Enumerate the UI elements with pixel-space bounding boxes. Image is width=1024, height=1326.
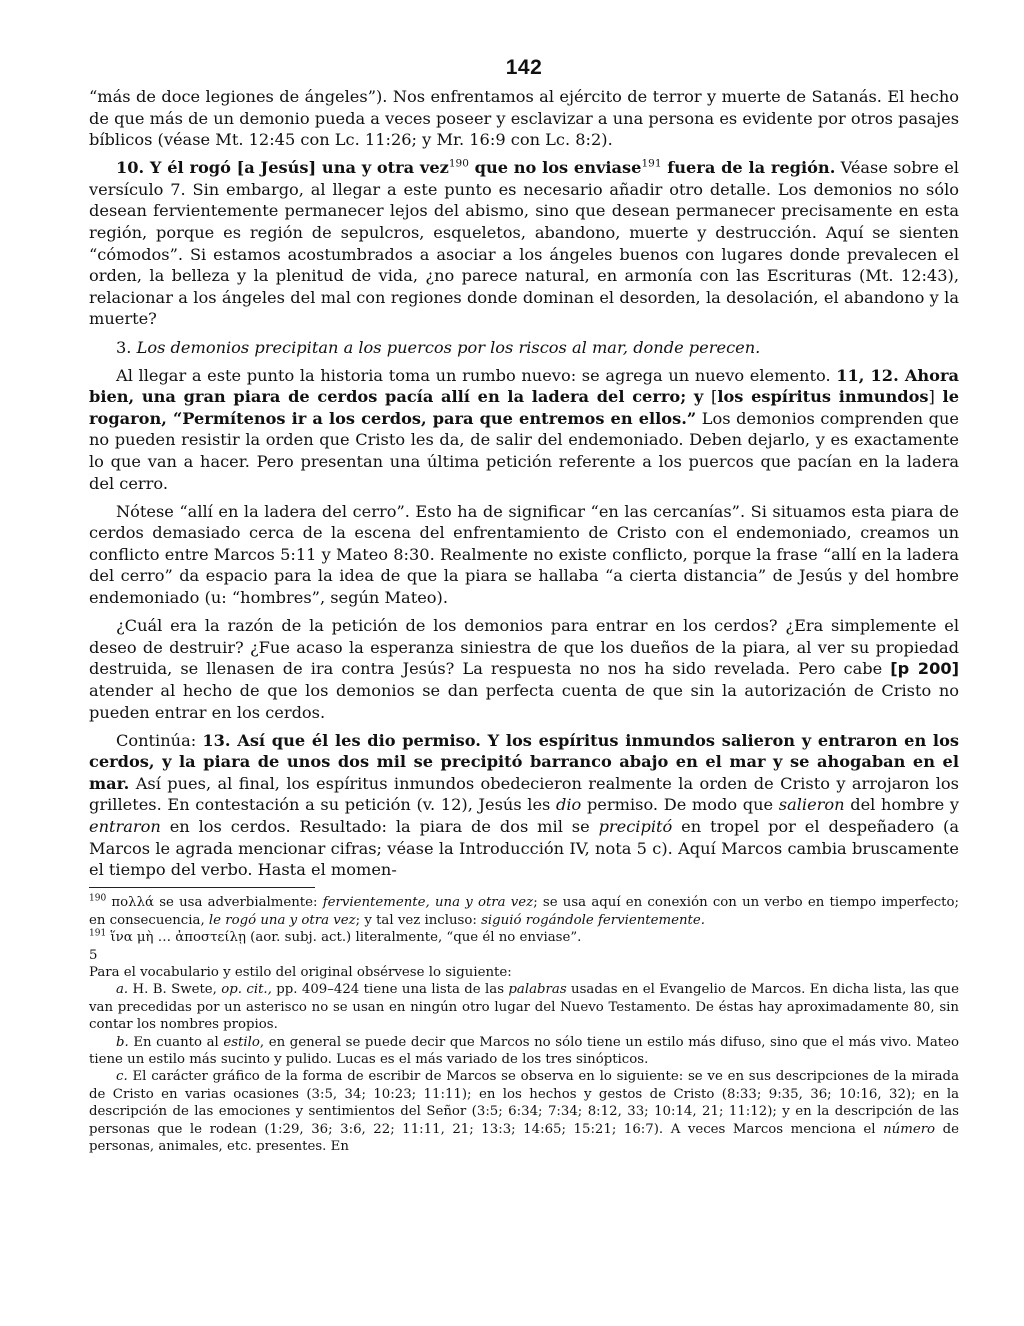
emphasis: entraron xyxy=(89,817,161,836)
footnote-text: , en general se puede decir que Marcos no sólo tiene un estilo más difuso, sino que el más vivo. Mateo tiene un estilo más sucinto y pulido. Lucas es el más variado de los tres sinópticos. xyxy=(89,1034,959,1067)
verse-text: 13. Así que él les dio permiso. Y los espíritus inmundos salieron y entraron en los cerdos, y la piara de unos dos mil se precipitó barranco abajo en el mar y se ahogaban en el mar. xyxy=(89,730,959,793)
commentary-text: Al llegar a este punto la historia toma un rumbo nuevo: se agrega un nuevo elemento. xyxy=(116,365,837,385)
commentary-text: Véase sobre el versículo 7. Sin embargo, al llegar a este punto es necesario añadir otro detalle. Los demonios no sólo desean fervientemente permanecer lejos del abismo, sino que desean permanecer precisamente en esta región, porque es región de sepulcros, esqueletos, abandono, muerte y destrucción. Aquí se sienten “cómodos”. Si estamos acostumbrados a asociar a los ángeles buenos con lugares donde prevalecen el orden, la belleza y la plenitud de vida, ¿no parece natural, en armonía con las Escrituras (Mt. 12:43), relacionar a los ángeles del mal con regiones donde dominan el desorden, la desolación, el abandono y la muerte? xyxy=(89,158,959,329)
note-5-number: 5 xyxy=(89,947,98,963)
footnote-text: H. B. Swete, xyxy=(128,982,222,998)
greek-text: ἵνα μὴ … ἀποστείλῃ xyxy=(106,930,246,946)
emphasis: fervientemente, una y otra vez xyxy=(322,895,534,911)
emphasis: estilo xyxy=(223,1034,260,1050)
greek-text: πολλά xyxy=(106,895,154,911)
footnote-number: 191 xyxy=(89,928,107,939)
emphasis: dio xyxy=(556,795,582,815)
commentary-text: en tropel por el despeñadero (a Marcos le agrada mencionar cifras; véase la Introducción IV, nota 5 c). Aquí Marcos cambia bruscamente el tiempo del verbo. Hasta el momen- xyxy=(89,817,960,880)
note-5a xyxy=(89,981,959,1033)
footnote-text: (aor. subj. act.) literalmente, “que él no enviase”. xyxy=(245,930,582,946)
commentary-text: Los demonios comprenden que no pueden resistir la orden que Cristo les da, de salir del endemoniado. Deben dejarlo, y es exactamente lo que van a hacer. Pero presentan una última petición referente a los puercos que pacían en la ladera del cerro. xyxy=(89,408,959,493)
footnote-ref-191[interactable]: 191 xyxy=(641,157,662,170)
commentary-text: del hombre y xyxy=(844,795,959,815)
footnote-text: se usa adverbialmente: xyxy=(153,895,323,911)
section-title: Los demonios precipitan a los puercos por los riscos al mar, donde perecen. xyxy=(136,337,761,357)
section-heading-3 xyxy=(89,337,959,359)
bracket-open: [ xyxy=(710,387,718,407)
emphasis: número xyxy=(883,1121,936,1137)
emphasis: op. cit., xyxy=(221,982,272,998)
bracket-close: ] xyxy=(928,387,935,407)
verse-text: le rogaron, “Permítenos ir a los cerdos, para que entremos en ellos.” xyxy=(89,387,959,428)
verse-text: fuera de la región. xyxy=(661,158,836,178)
verse-text: que no los enviase xyxy=(468,158,642,178)
paragraph-1: “más de doce legiones de ángeles”). Nos enfrentamos al ejército de terror y muerte de Satanás. El hecho de que más de un demonio pueda a veces poseer y esclavizar a una persona es evidente por otros pasajes bíblicos (véase Mt. 12:45 con Lc. 11:26; y Mr. 16:9 con Lc. 8:2). xyxy=(89,87,959,150)
emphasis: salieron xyxy=(778,795,845,815)
verse-text: 11, 12. Ahora bien, una gran piara de cerdos pacía allí en la ladera del cerro; y xyxy=(89,365,959,407)
note-5c xyxy=(89,1068,959,1155)
footnote-text: El carácter gráfico de la forma de escribir de Marcos se observa en lo siguiente: se ve en sus descripciones de la mirada de Cristo en varias ocasiones (3:5, 34; 10:23; 11:11); en los hechos y gestos de Cristo (8:33; 9:35, 36; 10:16, 32); en la descripción de las emociones y sentimientos del Señor (3:5; 6:34; 7:34; 8:12, 33; 10:14, 21; 11:12); y en la descripción de las personas que le rodean (1:29, 36; 3:6, 22; 11:11, 21; 13:3; 14:65; 15:21; 16:7). A veces Marcos menciona el xyxy=(89,1069,959,1137)
note-5-intro: Para el vocabulario y estilo del original obsérvese lo siguiente: xyxy=(89,964,512,980)
footnote-191 xyxy=(89,929,959,946)
paragraph-5: Nótese “allí en la ladera del cerro”. Esto ha de significar “en las cercanías”. Si situamos esta piara de cerdos demasiado cerca de la escena del enfrentamiento de Cristo con el endemoniado, creamos un conflicto entre Marcos 5:11 y Mateo 8:30. Realmente no existe conflicto, porque la frase “allí en la ladera del cerro” da espacio para la idea de que la piara se hallaba “a cierta distancia” de Jesús y del hombre endemoniado (u: “hombres”, según Mateo). xyxy=(89,501,959,608)
commentary-text: atender al hecho de que los demonios se dan perfecta cuenta de que sin la autorización de Cristo no pueden entrar en los cerdos. xyxy=(89,680,959,722)
emphasis: le rogó una y otra vez xyxy=(208,912,356,928)
main-text xyxy=(89,86,959,881)
footnote-divider xyxy=(89,887,315,888)
footnote-number: 190 xyxy=(89,893,107,904)
emphasis: siguió rogándole fervientemente. xyxy=(481,912,705,928)
emphasis: palabras xyxy=(508,982,567,998)
footnote-text: ; y tal vez incluso: xyxy=(355,912,482,928)
verse-text: los espíritus inmundos xyxy=(717,387,929,407)
footnote-190 xyxy=(89,894,959,929)
page-reference: [p 200] xyxy=(890,659,959,679)
paragraph-6 xyxy=(89,615,959,723)
section-number: 3. xyxy=(116,337,137,357)
footnote-text: ; se usa aquí en conexión con un verbo en tiempo imperfecto; en consecuencia, xyxy=(89,895,959,928)
note-label: a. xyxy=(116,982,129,998)
note-label: b. xyxy=(116,1034,129,1050)
note-5b xyxy=(89,1034,959,1069)
commentary-text: Continúa: xyxy=(116,730,203,750)
emphasis: precipitó xyxy=(598,817,673,836)
verse-text: 10. Y él rogó [a Jesús] una y otra vez xyxy=(116,158,449,178)
footnote-text: de personas, animales, etc. presentes. En xyxy=(89,1121,959,1154)
page-number: 142 xyxy=(505,56,543,79)
book-page xyxy=(89,56,959,1155)
footnote-text: En cuanto al xyxy=(128,1034,224,1050)
commentary-text: permiso. De modo que xyxy=(581,795,779,815)
footnote-text: pp. 409–424 tiene una lista de las xyxy=(271,982,509,998)
note-label: c. xyxy=(116,1069,128,1085)
paragraph-verse-11-12 xyxy=(89,365,959,495)
footnote-ref-190[interactable]: 190 xyxy=(448,157,469,170)
paragraph-verse-10 xyxy=(89,157,959,330)
footnote-text: usadas en el Evangelio de Marcos. En dicha lista, las que van precedidas por un asterisco no se usan en ningún otro lugar del Nuevo Testamento. De éstas hay aproximadamente 80, sin contar los nombres propios. xyxy=(89,982,959,1033)
commentary-text: ¿Cuál era la razón de la petición de los demonios para entrar en los cerdos? ¿Era simplemente el deseo de destruir? ¿Fue acaso la esperanza siniestra de que los dueños de la piara, al ver su propiedad destruida, se llenasen de ira contra Jesús? La respuesta no nos ha sido revelada. Pero cabe xyxy=(89,616,959,679)
paragraph-verse-13 xyxy=(89,730,959,881)
commentary-text: en los cerdos. Resultado: la piara de dos mil se xyxy=(160,817,599,836)
commentary-text: Así pues, al final, los espíritus inmundos obedecieron realmente la orden de Cristo y arrojaron los grilletes. En contestación a su petición (v. 12), Jesús les xyxy=(89,773,959,815)
footnotes xyxy=(89,894,959,1155)
